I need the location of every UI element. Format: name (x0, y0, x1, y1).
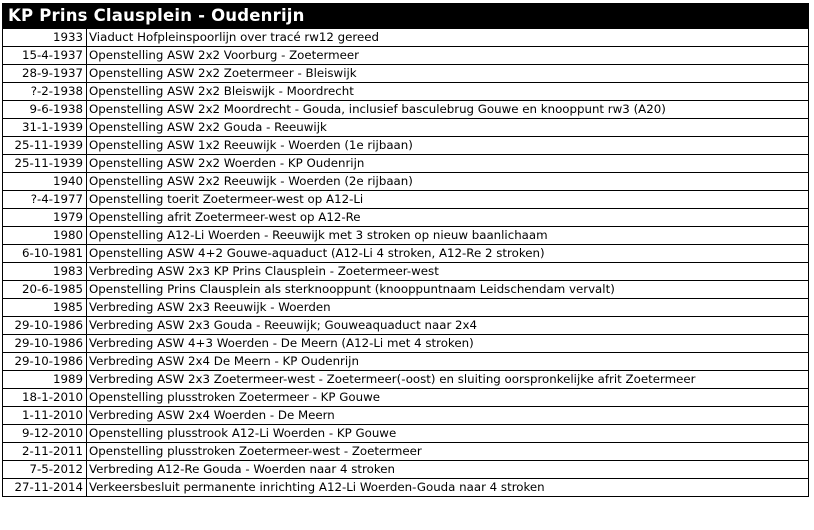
table-row (3, 335, 809, 353)
row-date: 2-11-2011 (3, 443, 87, 461)
table-row (3, 443, 809, 461)
row-date: 1933 (3, 29, 87, 47)
row-date: 1985 (3, 299, 87, 317)
table-row (3, 209, 809, 227)
table-row (3, 281, 809, 299)
table-row (3, 137, 809, 155)
row-description: Openstelling plusstroken Zoetermeer-west - Zoetermeer (87, 443, 809, 461)
row-date: 28-9-1937 (3, 65, 87, 83)
row-description: Openstelling A12-Li Woerden - Reeuwijk met 3 stroken op nieuw baanlichaam (87, 227, 809, 245)
row-date: 1979 (3, 209, 87, 227)
row-date: 29-10-1986 (3, 335, 87, 353)
row-description: Openstelling ASW 2x2 Reeuwijk - Woerden (2e rijbaan) (87, 173, 809, 191)
table-row (3, 119, 809, 137)
table-row (3, 407, 809, 425)
row-description: Verbreding ASW 4+3 Woerden - De Meern (A12-Li met 4 stroken) (87, 335, 809, 353)
row-date: ?-4-1977 (3, 191, 87, 209)
row-description: Openstelling plusstrook A12-Li Woerden - KP Gouwe (87, 425, 809, 443)
table-row (3, 371, 809, 389)
table-row (3, 479, 809, 497)
row-date: 1940 (3, 173, 87, 191)
row-date: 20-6-1985 (3, 281, 87, 299)
row-date: 31-1-1939 (3, 119, 87, 137)
row-description: Verbreding ASW 2x3 KP Prins Clausplein - Zoetermeer-west (87, 263, 809, 281)
table-row (3, 173, 809, 191)
table-row (3, 353, 809, 371)
table-row (3, 425, 809, 443)
timeline-rows (3, 29, 809, 497)
row-date: 18-1-2010 (3, 389, 87, 407)
row-description: Openstelling afrit Zoetermeer-west op A12-Re (87, 209, 809, 227)
row-description: Openstelling ASW 4+2 Gouwe-aquaduct (A12-Li 4 stroken, A12-Re 2 stroken) (87, 245, 809, 263)
row-description: Verbreding ASW 2x4 De Meern - KP Oudenrijn (87, 353, 809, 371)
row-date: ?-2-1938 (3, 83, 87, 101)
row-description: Openstelling ASW 2x2 Zoetermeer - Bleiswijk (87, 65, 809, 83)
table-row (3, 245, 809, 263)
row-date: 1989 (3, 371, 87, 389)
row-date: 9-12-2010 (3, 425, 87, 443)
row-date: 7-5-2012 (3, 461, 87, 479)
table-row (3, 29, 809, 47)
table-row (3, 263, 809, 281)
row-description: Openstelling ASW 2x2 Voorburg - Zoetermeer (87, 47, 809, 65)
table-row (3, 299, 809, 317)
row-date: 6-10-1981 (3, 245, 87, 263)
row-description: Openstelling ASW 2x2 Gouda - Reeuwijk (87, 119, 809, 137)
row-description: Verbreding ASW 2x3 Zoetermeer-west - Zoetermeer(-oost) en sluiting oorspronkelijke afrit Zoetermeer (87, 371, 809, 389)
row-description: Verbreding A12-Re Gouda - Woerden naar 4 stroken (87, 461, 809, 479)
row-date: 29-10-1986 (3, 353, 87, 371)
table-row (3, 83, 809, 101)
row-description: Verbreding ASW 2x3 Gouda - Reeuwijk; Gouweaquaduct naar 2x4 (87, 317, 809, 335)
table-row (3, 389, 809, 407)
row-description: Openstelling toerit Zoetermeer-west op A12-Li (87, 191, 809, 209)
row-description: Openstelling ASW 2x2 Bleiswijk - Moordrecht (87, 83, 809, 101)
row-description: Openstelling ASW 2x2 Woerden - KP Oudenrijn (87, 155, 809, 173)
row-description: Verkeersbesluit permanente inrichting A12-Li Woerden-Gouda naar 4 stroken (87, 479, 809, 497)
row-description: Openstelling plusstroken Zoetermeer - KP Gouwe (87, 389, 809, 407)
row-description: Verbreding ASW 2x4 Woerden - De Meern (87, 407, 809, 425)
row-date: 1-11-2010 (3, 407, 87, 425)
row-date: 27-11-2014 (3, 479, 87, 497)
table-row (3, 155, 809, 173)
row-date: 15-4-1937 (3, 47, 87, 65)
row-date: 29-10-1986 (3, 317, 87, 335)
table-row (3, 317, 809, 335)
row-date: 9-6-1938 (3, 101, 87, 119)
row-description: Openstelling ASW 2x2 Moordrecht - Gouda, inclusief basculebrug Gouwe en knooppunt rw3 (A20) (87, 101, 809, 119)
table-row (3, 191, 809, 209)
timeline-table (2, 28, 809, 497)
table-row (3, 47, 809, 65)
table-row (3, 227, 809, 245)
row-date: 25-11-1939 (3, 155, 87, 173)
row-description: Openstelling Prins Clausplein als sterknooppunt (knooppuntnaam Leidschendam vervalt) (87, 281, 809, 299)
row-description: Openstelling ASW 1x2 Reeuwijk - Woerden (1e rijbaan) (87, 137, 809, 155)
row-description: Verbreding ASW 2x3 Reeuwijk - Woerden (87, 299, 809, 317)
table-row (3, 461, 809, 479)
table-row (3, 101, 809, 119)
sheet-title: KP Prins Clausplein - Oudenrijn (2, 3, 809, 28)
row-date: 1983 (3, 263, 87, 281)
row-date: 25-11-1939 (3, 137, 87, 155)
row-description: Viaduct Hofpleinspoorlijn over tracé rw12 gereed (87, 29, 809, 47)
table-row (3, 65, 809, 83)
row-date: 1980 (3, 227, 87, 245)
